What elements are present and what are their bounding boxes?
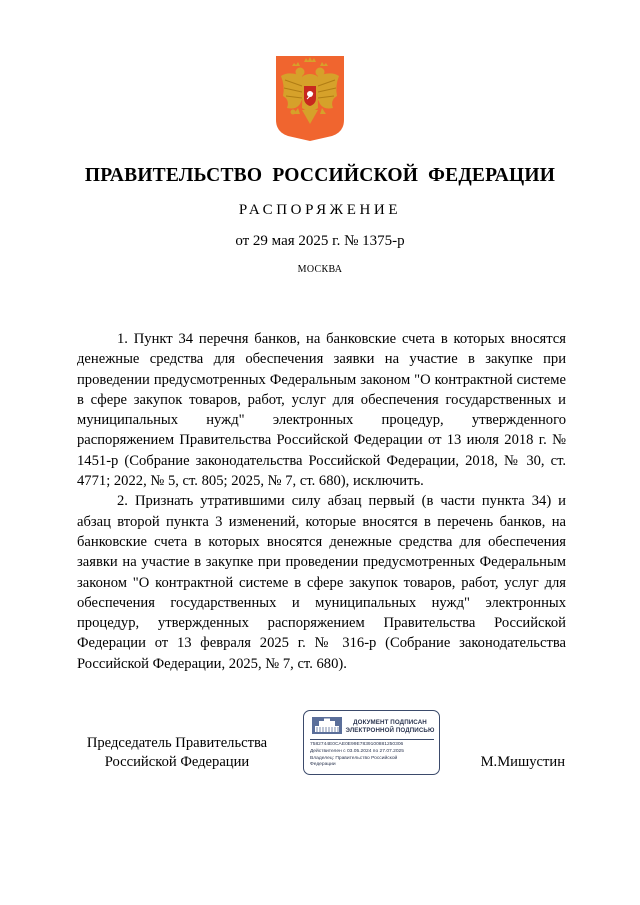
signatory-position-line-2: Российской Федерации (104, 754, 250, 770)
stamp-divider (310, 739, 434, 740)
stamp-owner-line-2: Федерации (310, 762, 336, 767)
electronic-signature-stamp (303, 710, 440, 775)
signatory-name: М.Мишустин (480, 754, 565, 770)
document-city: МОСКВА (297, 264, 343, 275)
document-date-number: от 29 мая 2025 г. № 1375-р (235, 233, 405, 249)
stamp-title-line-2: ЭЛЕКТРОННОЙ ПОДПИСЬЮ (345, 726, 435, 734)
stamp-owner-line-1: Владелец: Правительство Российской (310, 756, 398, 761)
government-building-icon (312, 717, 342, 734)
signatory-position (77, 734, 277, 772)
stamp-certificate: 7582744E0CAE0E99E7839100881250306 (310, 742, 404, 747)
paragraph-1: 1. Пункт 34 перечня банков, на банковские счета в которых вносятся денежные средства для обеспечения заявки на участие в закупке при проведении предусмотренных Федеральным законом "О контрактной системе в сфере закупок товаров, работ, услуг для обеспечения государственных и муниципальных нужд" электронных процедур, утвержденного распоряжением Правительства Российской Федерации от 13 июля 2018 г. № 1451-р (Собрание законодательства Российской Федерации, 2018, № 30, ст. 4771; 2022, № 5, ст. 805; 2025, № 7, ст. 680), исключить. (77, 331, 566, 490)
document-type: РАСПОРЯЖЕНИЕ (238, 202, 402, 218)
stamp-title-line-1: ДОКУМЕНТ ПОДПИСАН (353, 719, 427, 726)
coat-of-arms-icon (276, 56, 344, 141)
government-title: ПРАВИТЕЛЬСТВО РОССИЙСКОЙ ФЕДЕРАЦИИ (84, 165, 556, 186)
paragraph-2: 2. Признать утратившими силу абзац первый (в части пункта 34) и абзац второй пункта 3 изменений, которые вносятся в перечень банков, на банковские счета в которых вносятся денежные средства для обеспечения заявки на участие в закупке при проведении предусмотренных Федеральным законом "О контрактной системе в сфере закупок товаров, работ, услуг для обеспечения государственных и муниципальных нужд" электронных процедур, утвержденных распоряжением Правительства Российской Федерации от 13 февраля 2025 г. № 316-р (Собрание законодательства Российской Федерации, 2025, № 7, ст. 680). (77, 493, 566, 672)
stamp-title (344, 719, 436, 734)
document-body (77, 329, 566, 674)
stamp-validity: Действителен с 03.05.2024 по 27.07.2025 (310, 749, 404, 754)
signatory-position-line-1: Председатель Правительства (86, 735, 268, 751)
